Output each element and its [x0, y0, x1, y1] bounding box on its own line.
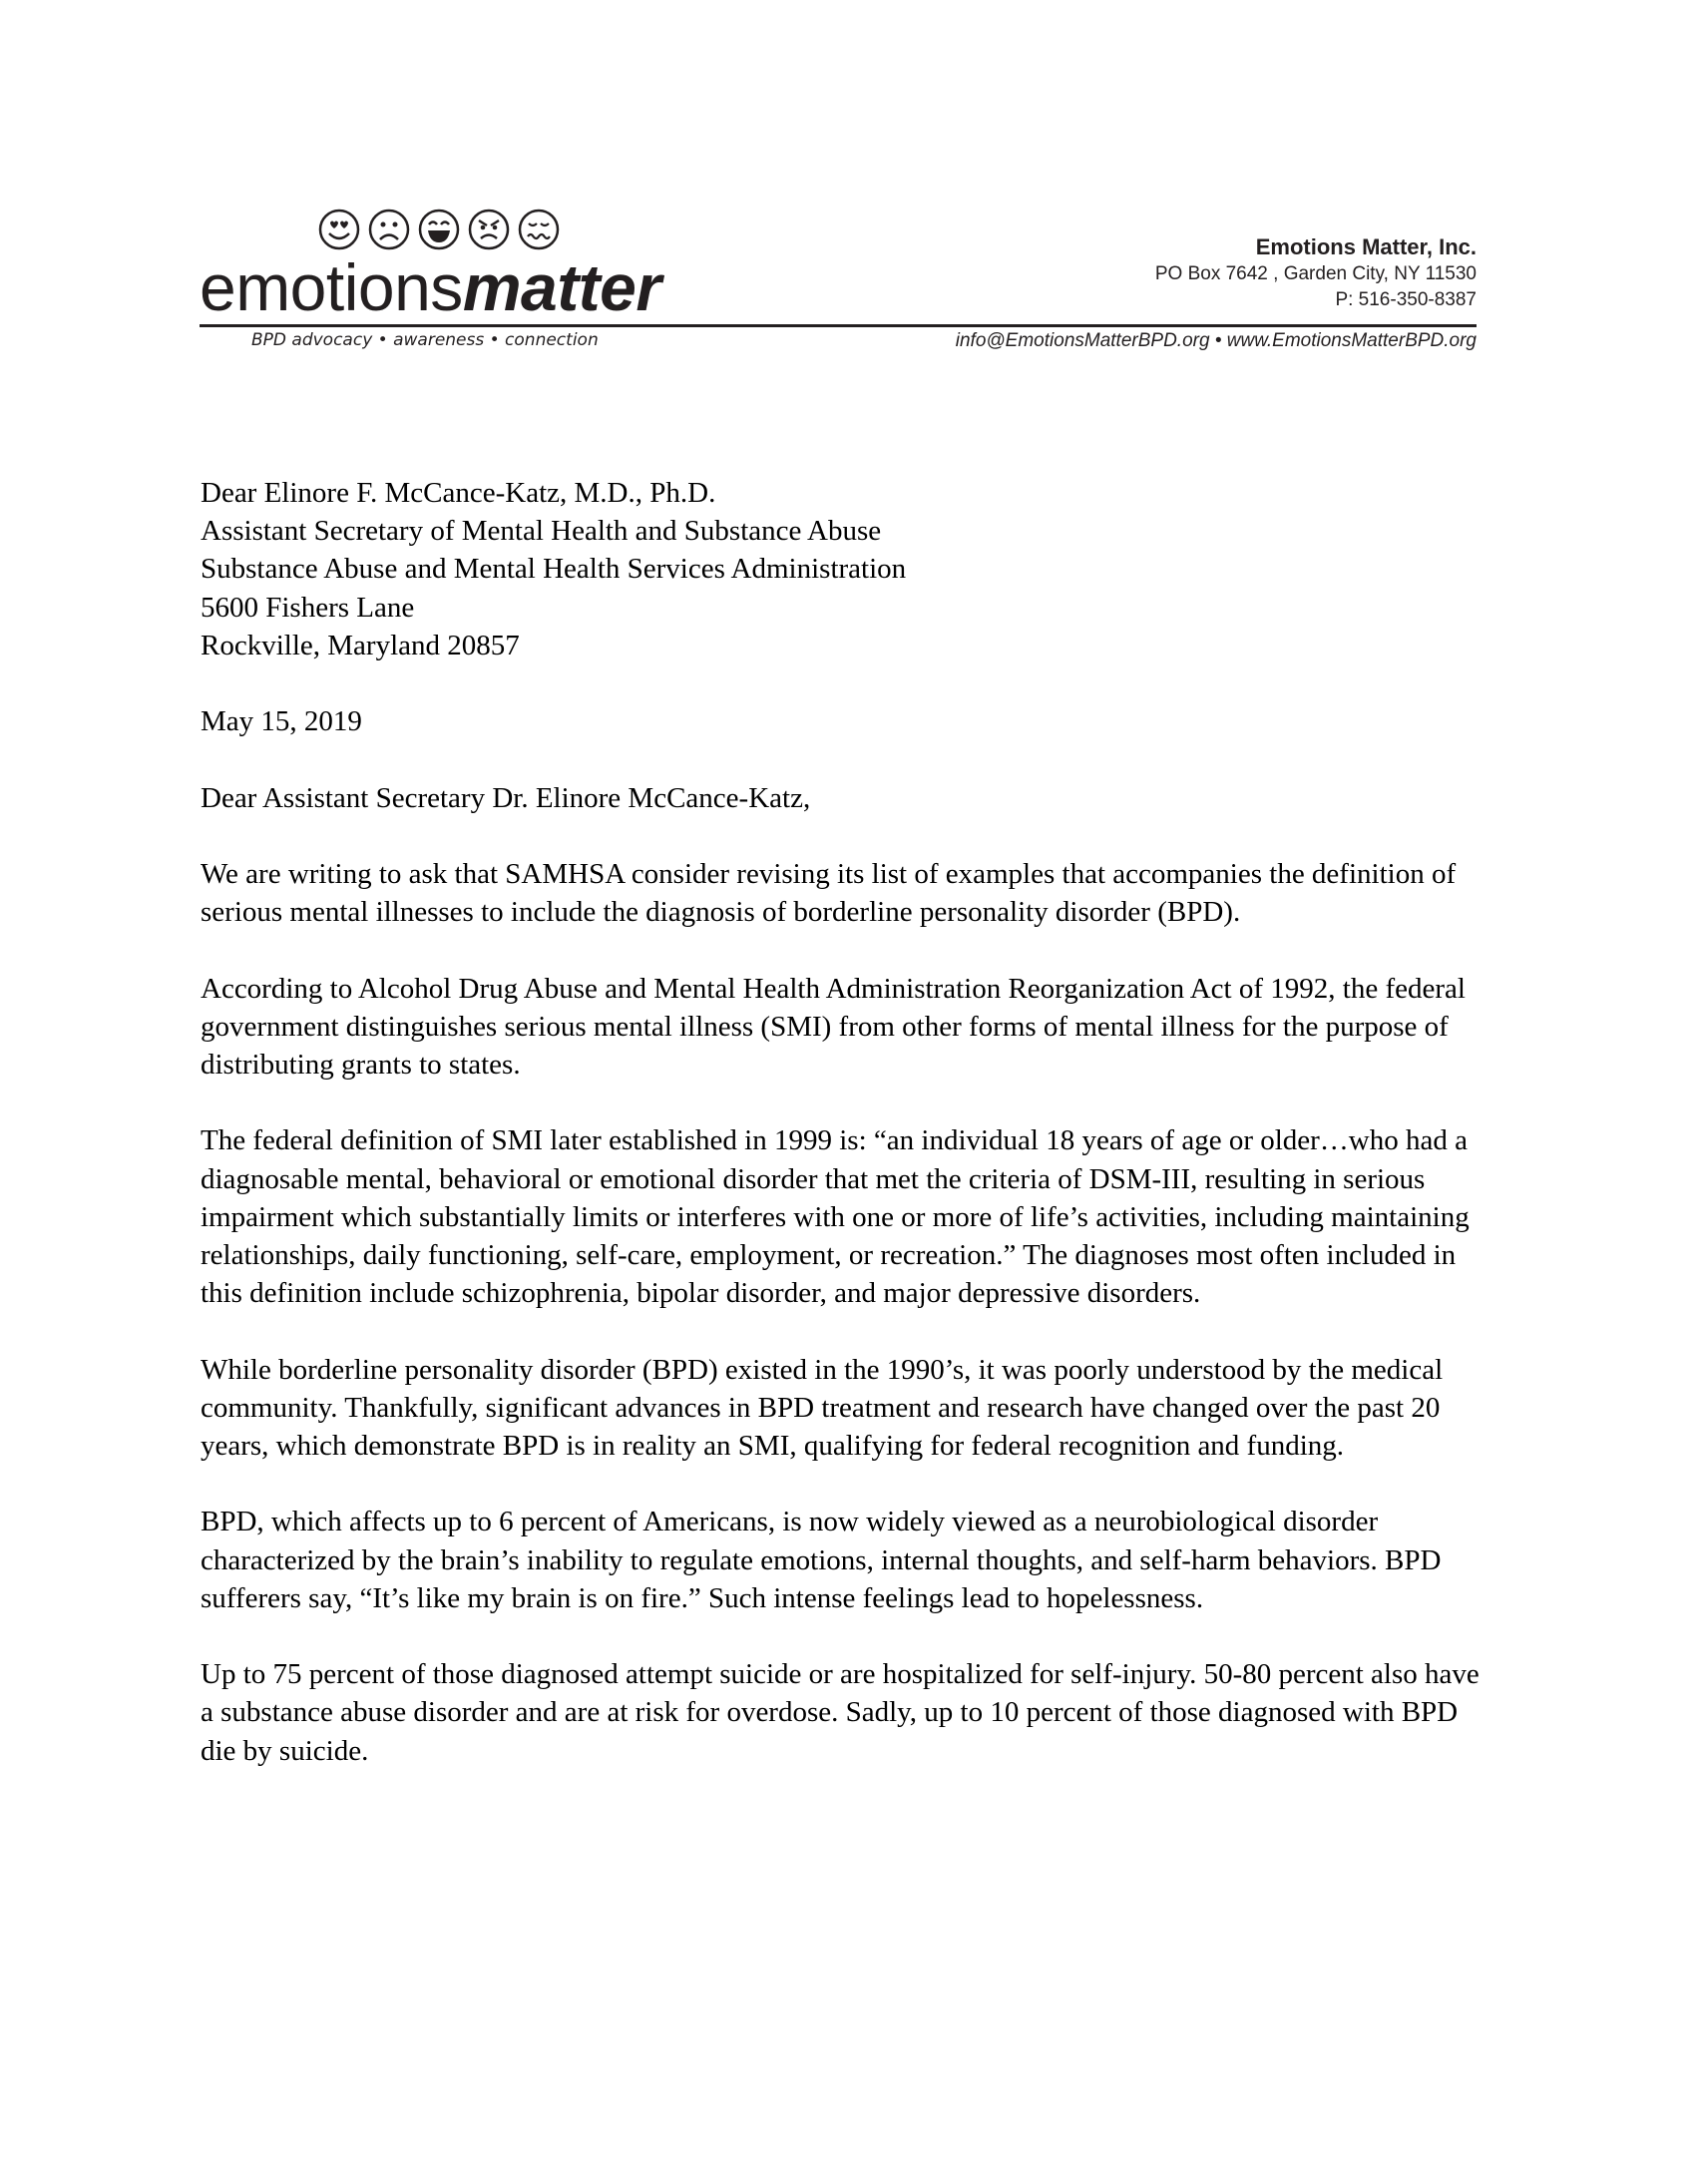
org-phone: P: 516-350-8387	[1335, 289, 1477, 310]
recipient-line: 5600 Fishers Lane	[201, 591, 415, 624]
recipient-line: Assistant Secretary of Mental Health and Substance Abuse	[201, 515, 882, 548]
logo-wordmark	[200, 247, 661, 327]
recipient-line: Rockville, Maryland 20857	[201, 629, 520, 661]
letterhead-divider	[200, 324, 1477, 327]
letter-body	[201, 474, 1497, 1808]
body-paragraph: The federal definition of SMI later established in 1999 is: “an individual 18 years of age or older…who had a diagnosable mental, behavioral or emotional disorder that met the criteria of DSM-III, resulting in serious impairment which substantially limits or interferes with one or more of life’s activities, including maintaining relationships, daily functioning, self-care, employment, or recreation.” The diagnoses most often included in this definition include schizophrenia, bipolar disorder, and major depressive disorders.	[201, 1124, 1470, 1310]
tagline: BPD advocacy • awareness • connection	[251, 330, 599, 350]
recipient-line: Dear Elinore F. McCance-Katz, M.D., Ph.D.	[201, 477, 716, 509]
salutation: Dear Assistant Secretary Dr. Elinore McCance-Katz,	[201, 781, 811, 814]
body-paragraph: BPD, which affects up to 6 percent of Americans, is now widely viewed as a neurobiological disorder characterized by the brain’s inability to regulate emotions, internal thoughts, and self-harm behaviors. BPD sufferers say, “It’s like my brain is on fire.” Such intense feelings lead to hopelessness.	[201, 1506, 1442, 1614]
body-paragraph: We are writing to ask that SAMHSA consider revising its list of examples that accompanies the definition of serious mental illnesses to include the diagnosis of borderline personality disorder (BPD).	[201, 857, 1457, 929]
body-paragraph: Up to 75 percent of those diagnosed attempt suicide or are hospitalized for self-injury. 50-80 percent also have a substance abuse disorder and are at risk for overdose. Sadly, up to 10 percent of those diagnosed with BPD die by suicide.	[201, 1658, 1480, 1767]
angry-face-icon	[467, 208, 511, 251]
logo-text-light: emotions	[200, 250, 463, 324]
letterhead	[200, 200, 1477, 359]
body-paragraph: While borderline personality disorder (BPD) existed in the 1990’s, it was poorly understood by the medical community. Thankfully, significant advances in BPD treatment and research have changed over the past 20 years, which demonstrate BPD is in reality an SMI, qualifying for federal recognition and funding.	[201, 1353, 1444, 1462]
letter-date: May 15, 2019	[201, 705, 362, 738]
contact-block	[1155, 233, 1477, 313]
sad-face-icon	[367, 208, 411, 251]
org-address: PO Box 7642 , Garden City, NY 11530	[1154, 263, 1477, 284]
heart-eyes-face-icon	[317, 208, 361, 251]
recipient-line: Substance Abuse and Mental Health Services Administration	[201, 553, 907, 586]
anxious-face-icon	[517, 208, 561, 251]
org-name: Emotions Matter, Inc.	[1255, 234, 1477, 259]
laughing-face-icon	[417, 208, 461, 251]
body-paragraph: According to Alcohol Drug Abuse and Mental Health Administration Reorganization Act of 1992, the federal government distinguishes serious mental illness (SMI) from other forms of mental illness for the purpose of distributing grants to states.	[201, 972, 1466, 1081]
web-contact: info@EmotionsMatterBPD.org • www.EmotionsMatterBPD.org	[955, 330, 1477, 351]
logo-text-bold: matter	[462, 250, 661, 324]
recipient-address	[201, 474, 1497, 664]
